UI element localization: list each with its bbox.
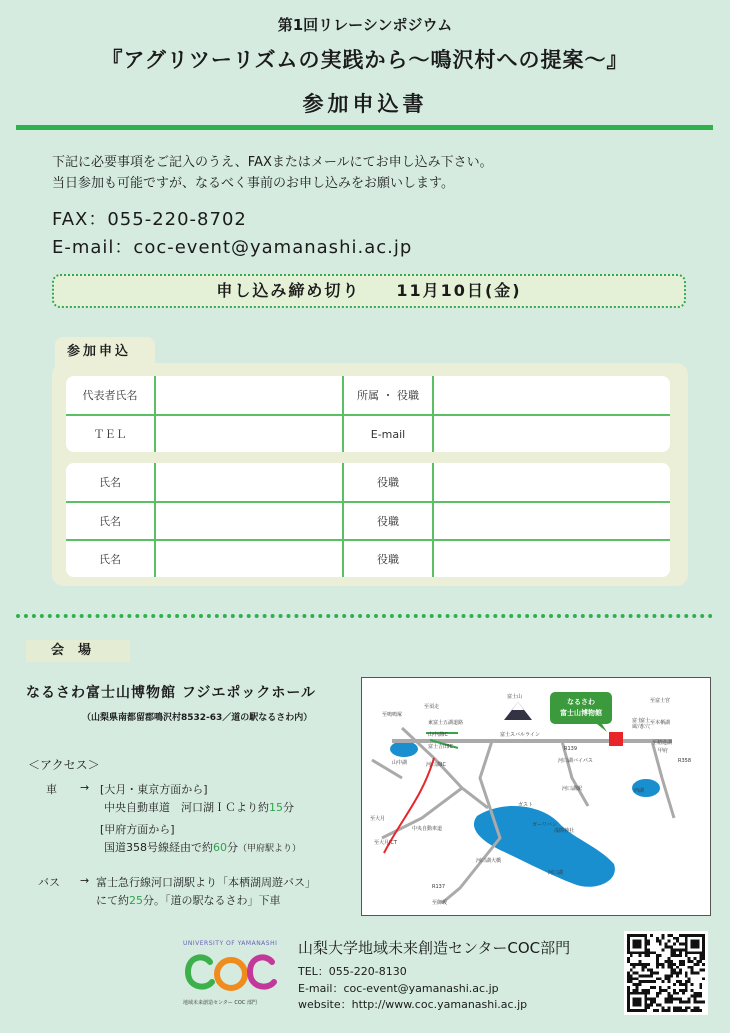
deadline-banner: 申し込み締め切り 11月10日(金)	[52, 274, 686, 308]
museum-callout	[550, 692, 612, 724]
name-label: 氏名	[99, 553, 121, 566]
rep-name-label: 代表者氏名	[82, 389, 138, 402]
map-label: 富士山	[507, 694, 523, 700]
map-label: 東富士五湖道路	[428, 720, 464, 726]
car-label: 車	[46, 783, 57, 796]
contact-email[interactable]: E-mail：coc-event@yamanashi.ac.jp	[52, 237, 413, 258]
bus-label: バス	[38, 876, 60, 889]
map-label: 至鳴鳴塚	[382, 712, 403, 718]
coc-logo	[184, 948, 278, 994]
subtitle: 第1回リレーシンポジウム	[277, 16, 453, 34]
car-route-2: 国道358号線経由で約60分（甲府駅より）	[104, 841, 302, 854]
header-divider	[16, 125, 713, 130]
map-label: ガーリバン	[532, 822, 557, 828]
museum-marker	[609, 732, 623, 746]
map-label: 氷穴	[640, 724, 651, 730]
position-label: 役職	[377, 476, 399, 489]
car-route-1: 中央自動車道 河口湖ＩＣより約15分	[104, 801, 294, 814]
position-label: 役職	[377, 553, 399, 566]
name-field[interactable]	[156, 463, 342, 501]
map-label: R358	[678, 758, 692, 764]
intro-line-1: 下記に必要事項をご記入のうえ、FAXまたはメールにてお申し込み下さい。	[52, 155, 493, 170]
form-tab: 参加申込	[55, 337, 155, 367]
map-label: 至須走	[424, 704, 440, 710]
participants-table	[66, 463, 670, 577]
map-label: 至大月	[370, 816, 386, 822]
name-label: 氏名	[99, 476, 121, 489]
email-label: E-mail	[370, 427, 406, 441]
position-field[interactable]	[434, 503, 670, 539]
map-label: 山中湖IC	[428, 732, 448, 738]
arrow: →	[80, 781, 90, 794]
map-label: 至精進湖	[652, 740, 673, 746]
access-heading: ＜アクセス＞	[28, 758, 100, 772]
map-label: 山中湖	[392, 760, 408, 766]
organization-name: 山梨大学地域未来創造センターCOC部門	[298, 939, 571, 957]
map-label: なるさわ	[567, 698, 595, 706]
org-website[interactable]: website：http://www.coc.yamanashi.ac.jp	[298, 998, 528, 1011]
arrow: →	[80, 874, 90, 887]
name-field[interactable]	[156, 541, 342, 577]
map-label: 河口湖	[548, 870, 564, 876]
qr-code[interactable]	[624, 931, 708, 1015]
email-field[interactable]	[434, 416, 670, 452]
position-field[interactable]	[434, 541, 670, 577]
form-row	[66, 414, 670, 452]
university-name: UNIVERSITY OF YAMANASHI	[183, 940, 278, 947]
representative-table	[66, 376, 670, 452]
map-label: 富士吉田IC	[428, 744, 453, 750]
tel-field[interactable]	[156, 416, 342, 452]
department-name: 地域未来創造センター COC 部門	[183, 1000, 257, 1006]
bus-line-1: 富士急行線河口湖駅より「本栖湖周遊バス」	[96, 876, 316, 889]
map-label: 甲府	[658, 748, 669, 754]
page-title: 『アグリツーリズムの実践から～鳴沢村への提案～』	[101, 48, 629, 72]
tel-label: ＴＥＬ	[93, 428, 127, 441]
car-from-1: [大月・東京方面から]	[100, 783, 208, 796]
map-label: R139	[564, 746, 578, 752]
form-title: 参加申込書	[302, 92, 428, 116]
org-tel: TEL：055-220-8130	[298, 965, 407, 978]
position-field[interactable]	[434, 463, 670, 501]
map-label: 河口湖駅	[562, 786, 583, 792]
form-row	[66, 463, 670, 501]
form-row	[66, 376, 670, 414]
map-label: 富士	[632, 718, 643, 724]
intro-line-2: 当日参加も可能ですが、なるべく事前のお申し込みをお願いします。	[52, 176, 454, 191]
position-label: 役職	[377, 515, 399, 528]
map-label: 富士	[640, 718, 651, 724]
map-label: 西湖	[634, 788, 645, 794]
map-label: 風穴	[632, 724, 643, 730]
affiliation-label: 所属 ・ 役職	[357, 389, 419, 402]
venue-address: （山梨県南都留郡鳴沢村8532-63／道の駅なるさわ内）	[82, 713, 313, 723]
org-email[interactable]: E-mail：coc-event@yamanashi.ac.jp	[298, 982, 499, 995]
map-label: 河口湖IC	[426, 762, 446, 768]
map-label: 至本栖湖	[650, 720, 671, 726]
section-divider	[16, 614, 713, 618]
map-label: 至富士宮	[650, 698, 671, 704]
map-label: 浅間神社	[554, 828, 575, 834]
name-field[interactable]	[156, 503, 342, 539]
map-label: 至大月JCT	[374, 840, 398, 846]
form-row	[66, 501, 670, 539]
access-map	[361, 677, 711, 916]
affiliation-field[interactable]	[434, 376, 670, 414]
map-label: 至御坂	[432, 900, 448, 906]
form-row	[66, 539, 670, 577]
map-label: R137	[432, 884, 446, 890]
bus-line-2: にて約25分。「道の駅なるさわ」下車	[96, 894, 281, 907]
venue-name: なるさわ富士山博物館 フジエポックホール	[26, 685, 317, 701]
yamanakako-lake	[390, 741, 418, 757]
car-from-2: [甲府方面から]	[100, 823, 175, 836]
map-label: 富士山博物館	[560, 709, 602, 717]
venue-tab: 会場	[26, 640, 130, 662]
map-label: 河口湖バイパス	[558, 758, 593, 764]
name-label: 氏名	[99, 515, 121, 528]
map-label: 富士スバルライン	[500, 732, 540, 738]
fax-number: FAX：055-220-8702	[52, 209, 247, 230]
map-label: 河口湖大橋	[476, 858, 502, 864]
rep-name-field[interactable]	[156, 376, 342, 414]
map-label: 中央自動車道	[412, 826, 443, 832]
map-label: ガスト	[518, 802, 534, 808]
